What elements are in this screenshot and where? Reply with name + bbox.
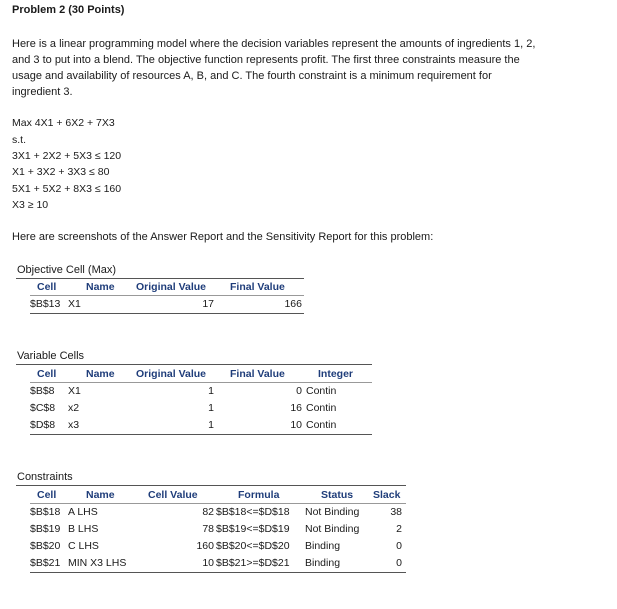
constraints-row-1-slack: 38 — [390, 506, 402, 518]
constraints-header-rule — [30, 503, 406, 504]
objective-header-final: Final Value — [230, 281, 285, 293]
constraints-row-3-formula: $B$20<=$D$20 — [216, 540, 290, 552]
constraints-row-4-name: MIN X3 LHS — [68, 557, 127, 569]
objective-row-cell: $B$13 — [30, 298, 61, 310]
constraints-row-2-formula: $B$19<=$D$19 — [216, 523, 290, 535]
objective-header-cell: Cell — [37, 281, 57, 293]
intro-line-1: Here is a linear programming model where the decision variables represent the amounts of ingredients 1, 2, — [12, 38, 536, 50]
constraints-row-3-slack: 0 — [396, 540, 402, 552]
objective-top-rule — [16, 278, 304, 279]
objective-section-title: Objective Cell (Max) — [17, 264, 117, 276]
constraints-row-1-name: A LHS — [68, 506, 98, 518]
constraints-row-1-value: 82 — [202, 506, 214, 518]
constraints-row-3-status: Binding — [305, 540, 341, 552]
variables-header-original: Original Value — [136, 368, 207, 380]
variables-row-1-original: 1 — [208, 385, 214, 397]
variables-row-2-integer: Contin — [306, 402, 337, 414]
variables-header-cell: Cell — [37, 368, 57, 380]
constraints-row-3-name: C LHS — [68, 540, 99, 552]
objective-row-name: X1 — [68, 298, 81, 310]
intro-line-3: usage and availability of resources A, B, and C. The fourth constraint is a minimum requirement for — [12, 70, 492, 82]
variables-row-1-integer: Contin — [306, 385, 337, 397]
constraints-top-rule — [16, 485, 406, 486]
screenshots-intro: Here are screenshots of the Answer Report and the Sensitivity Report for this problem: — [12, 231, 434, 243]
variables-header-name: Name — [86, 368, 115, 380]
constraints-row-1-cell: $B$18 — [30, 506, 61, 518]
variables-bottom-rule — [30, 434, 372, 435]
constraints-row-1-formula: $B$18<=$D$18 — [216, 506, 290, 518]
variables-row-3-name: x3 — [68, 419, 80, 431]
constraint-4: X3 ≥ 10 — [12, 199, 49, 211]
constraints-header-name: Name — [86, 489, 115, 501]
constraints-row-2-status: Not Binding — [305, 523, 360, 535]
variables-row-2-cell: $C$8 — [30, 402, 56, 414]
variables-row-3-integer: Contin — [306, 419, 337, 431]
constraints-header-slack: Slack — [373, 489, 401, 501]
constraints-row-4-slack: 0 — [396, 557, 402, 569]
constraints-row-1-status: Not Binding — [305, 506, 360, 518]
constraints-bottom-rule — [30, 572, 406, 573]
constraint-1: 3X1 + 2X2 + 5X3 ≤ 120 — [12, 150, 122, 162]
objective-function: Max 4X1 + 6X2 + 7X3 — [12, 117, 115, 129]
constraint-3: 5X1 + 5X2 + 8X3 ≤ 160 — [12, 183, 122, 195]
objective-row-final: 166 — [284, 298, 302, 310]
variables-row-2-name: x2 — [68, 402, 80, 414]
objective-bottom-rule — [30, 313, 304, 314]
variables-header-final: Final Value — [230, 368, 285, 380]
constraints-row-3-cell: $B$20 — [30, 540, 61, 552]
variables-header-rule — [30, 382, 372, 383]
constraints-header-formula: Formula — [238, 489, 280, 501]
intro-line-4: ingredient 3. — [12, 86, 73, 98]
variables-row-2-original: 1 — [208, 402, 214, 414]
objective-row-original: 17 — [202, 298, 214, 310]
objective-header-rule — [30, 295, 304, 296]
constraints-section-title: Constraints — [17, 471, 73, 483]
constraints-row-4-value: 10 — [202, 557, 214, 569]
constraints-header-cell: Cell — [37, 489, 57, 501]
variables-row-3-original: 1 — [208, 419, 214, 431]
constraints-row-4-status: Binding — [305, 557, 341, 569]
constraint-2: X1 + 3X2 + 3X3 ≤ 80 — [12, 166, 110, 178]
variables-row-2-final: 16 — [290, 402, 302, 414]
objective-header-name: Name — [86, 281, 115, 293]
constraints-row-4-cell: $B$21 — [30, 557, 61, 569]
constraints-row-2-slack: 2 — [396, 523, 402, 535]
variables-top-rule — [16, 364, 372, 365]
constraints-header-value: Cell Value — [148, 489, 198, 501]
variables-row-1-cell: $B$8 — [30, 385, 55, 397]
intro-line-2: and 3 to put into a blend. The objective function represents profit. The first three constraints measure the — [12, 54, 520, 66]
variables-header-integer: Integer — [318, 368, 354, 380]
constraints-row-4-formula: $B$21>=$D$21 — [216, 557, 290, 569]
constraints-row-2-value: 78 — [202, 523, 214, 535]
constraints-row-2-cell: $B$19 — [30, 523, 61, 535]
subject-to: s.t. — [12, 134, 27, 146]
objective-header-original: Original Value — [136, 281, 207, 293]
variables-row-3-cell: $D$8 — [30, 419, 56, 431]
constraints-row-2-name: B LHS — [68, 523, 99, 535]
variables-section-title: Variable Cells — [17, 350, 85, 362]
constraints-header-status: Status — [321, 489, 354, 501]
constraints-row-3-value: 160 — [196, 540, 214, 552]
variables-row-1-final: 0 — [296, 385, 302, 397]
variables-row-1-name: X1 — [68, 385, 81, 397]
variables-row-3-final: 10 — [290, 419, 302, 431]
problem-title: Problem 2 (30 Points) — [12, 4, 125, 16]
